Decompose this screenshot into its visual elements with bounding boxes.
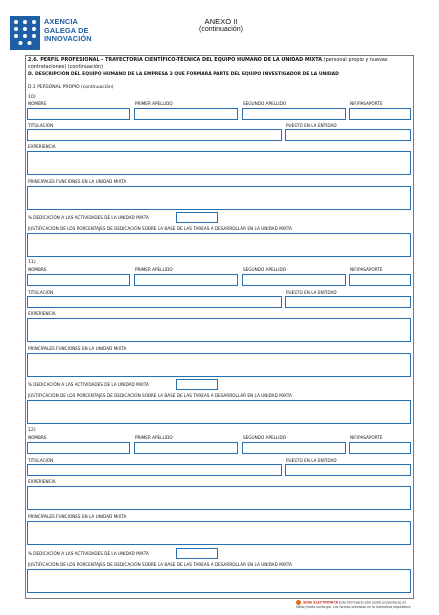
dedicacion-field[interactable] [176,548,218,559]
label-justificacion: JUSTIFICACIÓN DE LOS PORCENTAJES DE DEDICACIÓN SOBRE LA BASE DE LAS TAREAS A DESARROLLAR EN LA UNIDAD MIXTA [28,226,292,231]
label-puesto: PUESTO EN LA ENTIDAD [286,458,337,463]
label-experiencia: EXPERIENCIA [28,311,56,316]
nombre-field[interactable] [27,442,130,454]
annex-subtitle: (continuación) [199,26,243,33]
annex-heading [175,17,267,35]
experiencia-field[interactable] [27,486,411,510]
nombre-field[interactable] [27,274,130,286]
justificacion-field[interactable] [27,233,411,257]
dedicacion-field[interactable] [176,212,218,223]
label-funciones: PRINCIPALES FUNCIONES EN LA UNIDAD MIXTA [28,179,127,184]
titulacion-field[interactable] [27,296,282,308]
label-experiencia: EXPERIENCIA [28,479,56,484]
agency-name-line: INNOVACIÓN [44,34,92,44]
label-nombre: NOMBRE [28,101,47,106]
subsection-title: D.1 PERSONAL PROPIO (continuación) [28,85,114,90]
section-subtitle: D. DESCRIPCIÓN DEL EQUIPO HUMANO DE LA EMPRESA 3 QUE FORMARÁ PARTE DEL EQUIPO INVESTIGADOR DE LA UNIDAD [28,72,339,77]
label-titulacion: TITULACIÓN [28,123,54,128]
label-primer-apellido: PRIMER APELLIDO [135,435,173,440]
funciones-field[interactable] [27,353,411,377]
titulacion-field[interactable] [27,464,282,476]
label-nif: NIF/PASAPORTE [350,435,383,440]
footer-text: Este formulario sólo podrá presentarse en https://sede.xunta.gal. Las formas previstas en la normativa reguladora [296,600,411,609]
titulacion-field[interactable] [27,129,282,141]
dedicacion-field[interactable] [176,379,218,390]
experiencia-field[interactable] [27,318,411,342]
label-justificacion: JUSTIFICACIÓN DE LOS PORCENTAJES DE DEDICACIÓN SOBRE LA BASE DE LAS TAREAS A DESARROLLAR EN LA UNIDAD MIXTA [28,393,292,398]
label-primer-apellido: PRIMER APELLIDO [135,101,173,106]
footer-notice [296,600,416,609]
label-justificacion: JUSTIFICACIÓN DE LOS PORCENTAJES DE DEDICACIÓN SOBRE LA BASE DE LAS TAREAS A DESARROLLAR EN LA UNIDAD MIXTA [28,562,292,567]
nif-field[interactable] [349,108,411,120]
footer-brand: SEDE ELECTRÓNICA [303,600,339,605]
primer-apellido-field[interactable] [134,108,238,120]
agency-name [44,18,92,44]
label-funciones: PRINCIPALES FUNCIONES EN LA UNIDAD MIXTA [28,514,127,519]
experiencia-field[interactable] [27,151,411,175]
label-segundo-apellido: SEGUNDO APELLIDO [243,101,287,106]
label-dedicacion: % DEDICACIÓN A LAS ACTIVIDADES DE LA UNIDAD MIXTA [28,215,149,220]
funciones-field[interactable] [27,186,411,210]
section-title [28,57,412,70]
label-nombre: NOMBRE [28,267,47,272]
puesto-field[interactable] [285,129,411,141]
label-titulacion: TITULACIÓN [28,458,54,463]
funciones-field[interactable] [27,521,411,545]
segundo-apellido-field[interactable] [242,442,346,454]
person-index: 10) [28,95,36,100]
label-experiencia: EXPERIENCIA [28,144,56,149]
nif-field[interactable] [349,442,411,454]
label-funciones: PRINCIPALES FUNCIONES EN LA UNIDAD MIXTA [28,346,127,351]
label-nombre: NOMBRE [28,435,47,440]
puesto-field[interactable] [285,296,411,308]
label-dedicacion: % DEDICACIÓN A LAS ACTIVIDADES DE LA UNIDAD MIXTA [28,382,149,387]
agency-logo [10,16,130,52]
xunta-emblem-icon [10,16,40,50]
primer-apellido-field[interactable] [134,442,238,454]
segundo-apellido-field[interactable] [242,108,346,120]
label-segundo-apellido: SEGUNDO APELLIDO [243,435,287,440]
label-primer-apellido: PRIMER APELLIDO [135,267,173,272]
primer-apellido-field[interactable] [134,274,238,286]
label-segundo-apellido: SEGUNDO APELLIDO [243,267,287,272]
justificacion-field[interactable] [27,569,411,593]
annex-title: ANEXO II [204,17,238,26]
nombre-field[interactable] [27,108,130,120]
agency-name-line: GALEGA DE [44,25,89,35]
label-titulacion: TITULACIÓN [28,290,54,295]
justificacion-field[interactable] [27,400,411,424]
agency-name-line: AXENCIA [44,17,78,26]
label-dedicacion: % DEDICACIÓN A LAS ACTIVIDADES DE LA UNIDAD MIXTA [28,551,149,556]
section-title-note: (personal propio y nuevas contrataciones) (continuación) [28,57,388,70]
person-index: 12) [28,428,36,433]
label-nif: NIF/PASAPORTE [350,267,383,272]
puesto-field[interactable] [285,464,411,476]
nif-field[interactable] [349,274,411,286]
section-title-text: 2.6. PERFIL PROFESIONAL - TRAYECTORIA CIENTÍFICO-TÉCNICA DEL EQUIPO HUMANO DE LA UNIDAD MIXTA [28,57,323,63]
segundo-apellido-field[interactable] [242,274,346,286]
person-index: 11) [28,260,36,265]
label-puesto: PUESTO EN LA ENTIDAD [286,123,337,128]
label-puesto: PUESTO EN LA ENTIDAD [286,290,337,295]
label-nif: NIF/PASAPORTE [350,101,383,106]
